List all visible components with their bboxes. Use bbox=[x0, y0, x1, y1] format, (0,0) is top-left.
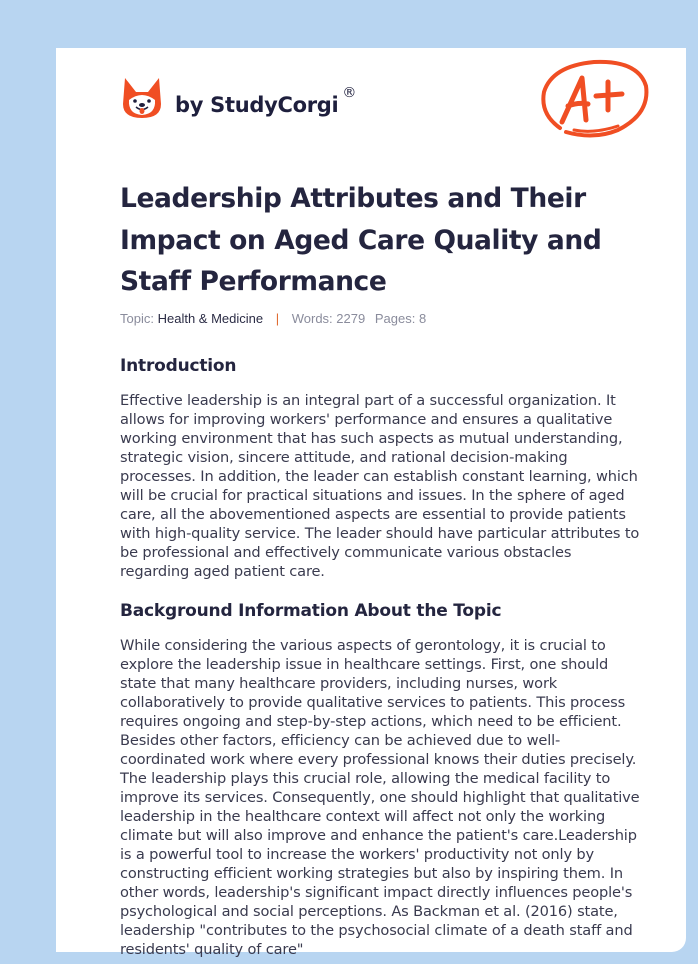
topic-link[interactable]: Health & Medicine bbox=[157, 311, 264, 326]
document-meta bbox=[120, 311, 426, 326]
document-title: Leadership Attributes and Their Impact on Aged Care Quality and Staff Performance bbox=[120, 183, 602, 297]
meta-separator: | bbox=[275, 311, 280, 326]
words-label: Words: bbox=[291, 311, 333, 326]
section-body-introduction: Effective leadership is an integral part of a successful organization. It allows for improving workers' performance and ensures a qualitative working environment that has such aspects as mutual understanding, strategic vision, sincere attitude, and rational decision-making processes. In addition, the leader can establish constant learning, which will be crucial for practical situations and issues. In the sphere of aged care, all the abovementioned aspects are essential to provide patients with high-quality service. The leader should have particular attributes to be professional and effectively communicate various obstacles regarding aged patient care. bbox=[120, 392, 640, 580]
brand-name: by StudyCorgi bbox=[175, 93, 339, 117]
pages-count: 8 bbox=[418, 311, 427, 326]
corgi-icon bbox=[122, 76, 162, 124]
section-body-background: While considering the various aspects of gerontology, it is crucial to explore the leadership issue in healthcare settings. First, one should state that many healthcare providers, including nurses, work collaboratively to provide qualitative services to patients. This process requires ongoing and step-by-step actions, which need to be efficient. Besides other factors, efficiency can be achieved due to well-coordinated work where every professional knows their duties precisely. The leadership plays this crucial role, allowing the medical facility to improve its services. Consequently, one should highlight that qualitative leadership in the healthcare context will affect not only the working climate but will also improve and enhance the patient's care.Leadership is a powerful tool to increase the workers' productivity not only by constructing efficient working strategies but also by inspiring them. In other words, leadership's significant impact directly influences people's psychological and social perceptions. As Backman et al. (2016) state, leadership "contributes to the psychosocial climate of a death staff and residents' quality of care" bbox=[120, 637, 640, 958]
topic-label: Topic: bbox=[120, 311, 154, 326]
section-heading-background: Background Information About the Topic bbox=[120, 601, 502, 621]
grade-a-plus-icon bbox=[538, 58, 650, 144]
pages-label: Pages: bbox=[374, 311, 416, 326]
section-heading-introduction: Introduction bbox=[120, 356, 237, 376]
words-count: 2279 bbox=[336, 311, 366, 326]
registered-mark: ® bbox=[342, 85, 357, 101]
studycorgi-logo[interactable] bbox=[122, 76, 356, 124]
